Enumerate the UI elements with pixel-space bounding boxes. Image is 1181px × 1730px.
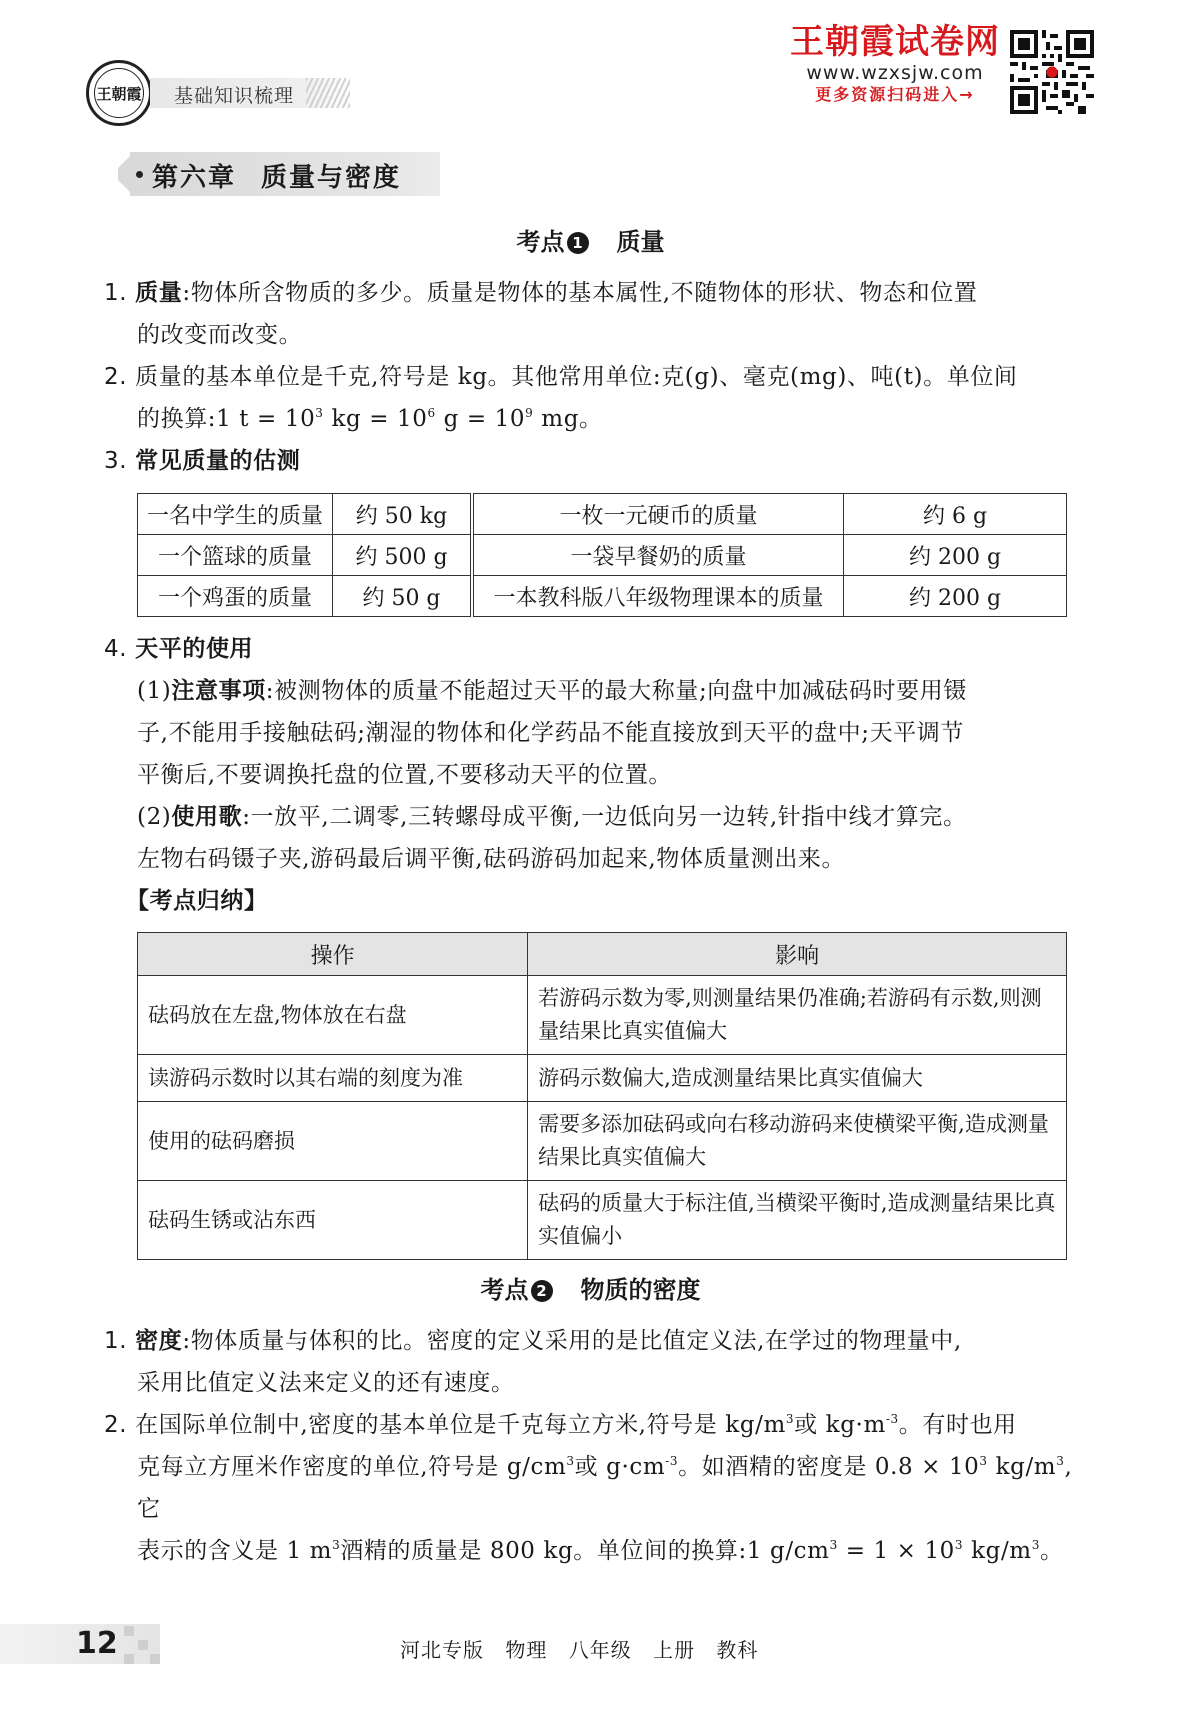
balance-usage-heading: 4. 天平的使用 [104, 636, 254, 662]
operation-cell: 读游码示数时以其右端的刻度为准 [138, 1055, 528, 1102]
term-song: 使用歌 [171, 804, 243, 830]
value-cell: 约 50 g [333, 576, 472, 617]
mass-units: 2. 质量的基本单位是千克,符号是 kg。其他常用单位:克(g)、毫克(mg)、吨(t)。单位间 的换算:1 $t = 10^3$ kg = $10^6$ $g = 10^9$ mg。 [104, 364, 1018, 432]
value-cell: 约 6 g [844, 494, 1067, 535]
chapter-banner [112, 152, 440, 196]
operation-cell: 砝码放在左盘,物体放在右盘 [138, 976, 528, 1055]
col-header-operation: 操作 [138, 933, 528, 976]
item-cell: 一个鸡蛋的质量 [138, 576, 333, 617]
footer-square-decoration [150, 1654, 160, 1664]
term-precautions: 注意事项 [171, 678, 266, 704]
summary-label: 【考点归纳】 [126, 888, 268, 914]
density-units: 2. 在国际单位制中,密度的基本单位是千克每立方米,符号是 $kg/m^3$或 $kg\cdot m^{-3}$。有时也用 克每立方厘米作密度的单位,符号是 $g/cm^3$或 $g\cdot cm^{-3}$。如酒精的密度是 $0.8 \times 10^3$ $kg/m^3$,它 表示的含义是 1 $m^3$酒精的质量是 800 kg。单位间的换算:1 $g/cm^3 = 1 \times 10^3$ $kg/m^3$。 [104, 1412, 1073, 1564]
density-definition: 1. 密度:物体质量与体积的比。密度的定义采用的是比值定义法,在学过的物理量中, 采用比值定义法来定义的还有速度。 [104, 1328, 962, 1396]
brand-block[interactable] [780, 22, 1010, 106]
brand-url[interactable]: www.wzxsjw.com [806, 62, 984, 84]
balance-operations-table [137, 932, 1067, 1260]
qr-code-icon[interactable] [1010, 30, 1094, 114]
section-title: 物质的密度 [580, 1276, 701, 1304]
value-cell: 约 500 g [333, 535, 472, 576]
table-row [138, 1102, 1067, 1181]
chapter-banner-notch [112, 152, 134, 196]
mass-definition: 1. 质量:物体所含物质的多少。质量是物体的基本属性,不随物体的形状、物态和位置 的改变而改变。 [104, 280, 978, 348]
table-row [138, 494, 1067, 535]
footer-square-decoration [124, 1626, 134, 1636]
effect-cell: 游码示数偏大,造成测量结果比真实值偏大 [528, 1055, 1067, 1102]
balance-precautions: (1)注意事项:被测物体的质量不能超过天平的最大称量;向盘中加减砝码时要用镊 子,不能用手接触砝码;潮湿的物体和化学药品不能直接放到天平的盘中;天平调节 平衡后,不要调换托盘的位置,不要移动天平的位置。 [137, 678, 967, 788]
operation-cell: 使用的砝码磨损 [138, 1102, 528, 1181]
section-heading-density [0, 1270, 1181, 1305]
section-heading-mass [0, 222, 1181, 257]
col-header-effect: 影响 [528, 933, 1067, 976]
term-density: 密度 [135, 1328, 183, 1354]
seal-text: 王朝霞 [94, 68, 144, 118]
table-row [138, 976, 1067, 1055]
balance-song: (2)使用歌:一放平,二调零,三转螺母成平衡,一边低向另一边转,针指中线才算完。 左物右码镊子夹,游码最后调平衡,砝码游码加起来,物体质量测出来。 [137, 804, 967, 872]
item-cell: 一名中学生的质量 [138, 494, 333, 535]
section-number-badge: 2 [531, 1280, 553, 1302]
brand-slogan: 更多资源扫码进入→ [815, 85, 975, 104]
section-title: 质量 [616, 228, 665, 256]
section-number-badge: 1 [567, 232, 589, 254]
publisher-seal-logo [86, 60, 152, 126]
table-row [138, 1055, 1067, 1102]
section-prefix: 考点 [516, 228, 565, 256]
header-stripes-decoration [306, 78, 350, 108]
page-number: 12 [76, 1626, 118, 1661]
bullet-dot-icon [136, 171, 143, 178]
effect-cell: 若游码示数为零,则测量结果仍准确;若游码有示数,则测量结果比真实值偏大 [528, 976, 1067, 1055]
value-cell: 约 50 kg [333, 494, 472, 535]
mass-estimation-heading: 3. 常见质量的估测 [104, 448, 301, 474]
table-row [138, 1181, 1067, 1260]
value-cell: 约 200 g [844, 535, 1067, 576]
item-cell: 一袋早餐奶的质量 [472, 535, 844, 576]
footer-edition-text: 河北专版 物理 八年级 上册 教科 [400, 1638, 759, 1662]
footer-square-decoration [138, 1640, 148, 1650]
item-cell: 一个篮球的质量 [138, 535, 333, 576]
table-row [138, 576, 1067, 617]
item-cell: 一本教科版八年级物理课本的质量 [472, 576, 844, 617]
section-label: 基础知识梳理 [174, 85, 295, 107]
table-row [138, 535, 1067, 576]
brand-name: 王朝霞试卷网 [790, 22, 1000, 62]
effect-cell: 需要多添加砝码或向右移动游码来使横梁平衡,造成测量结果比真实值偏大 [528, 1102, 1067, 1181]
item-cell: 一枚一元硬币的质量 [472, 494, 844, 535]
section-prefix: 考点 [480, 1276, 529, 1304]
footer-square-decoration [124, 1654, 134, 1664]
value-cell: 约 200 g [844, 576, 1067, 617]
effect-cell: 砝码的质量大于标注值,当横梁平衡时,造成测量结果比真实值偏小 [528, 1181, 1067, 1260]
chapter-title: 第六章 质量与密度 [152, 163, 402, 193]
mass-estimation-table [137, 493, 1067, 617]
operation-cell: 砝码生锈或沾东西 [138, 1181, 528, 1260]
term-mass: 质量 [135, 280, 183, 306]
